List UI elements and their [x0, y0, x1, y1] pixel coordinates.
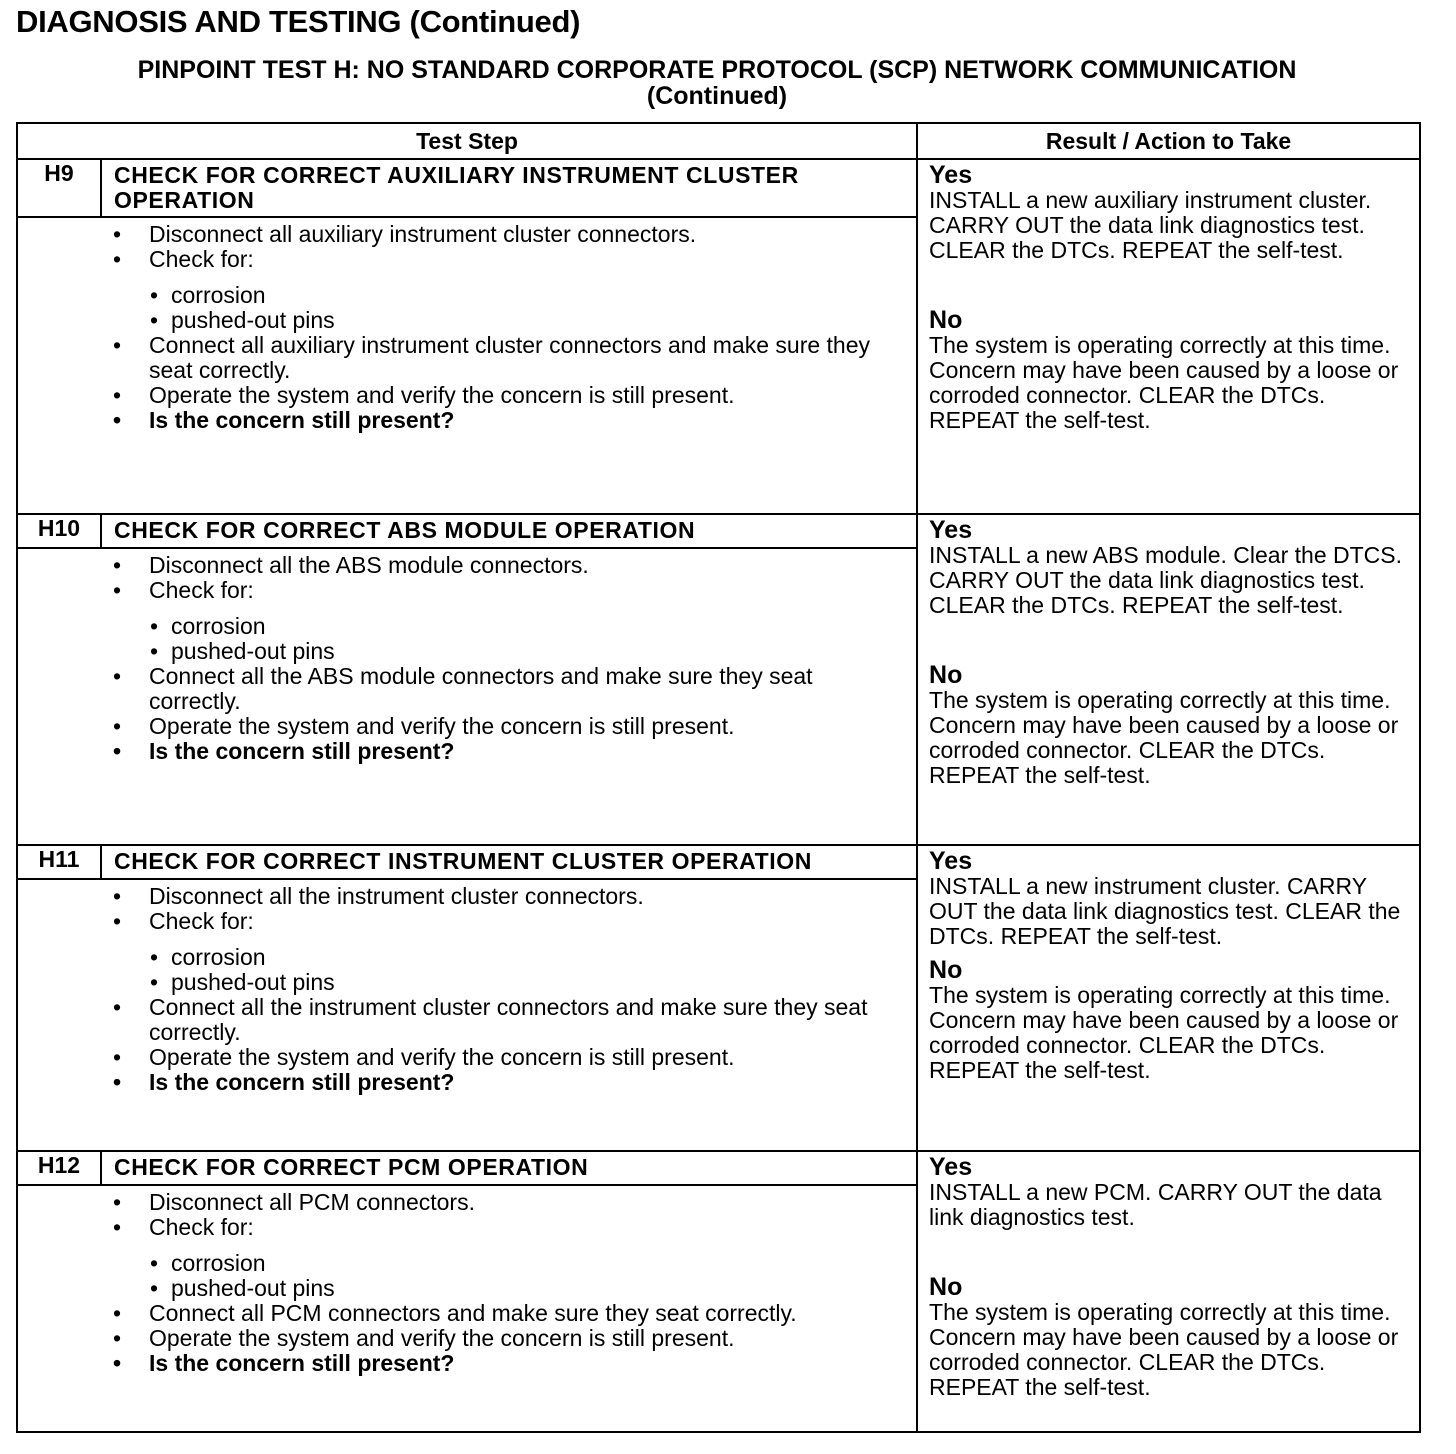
no-label: No: [929, 306, 963, 334]
yes-label: Yes: [929, 1153, 973, 1181]
pinpoint-test-title: [16, 57, 1418, 109]
table-header-row: [17, 123, 1420, 159]
list-item: • Check for:: [18, 247, 916, 272]
yes-label: Yes: [929, 847, 973, 875]
step-instructions-cell: [17, 1185, 917, 1432]
sub-list-item: • pushed-out pins: [18, 970, 916, 995]
list-item: • Operate the system and verify the concern is still present.: [18, 1326, 916, 1351]
list-item: • Disconnect all the ABS module connectors.: [18, 553, 916, 578]
step-title-row: [17, 159, 1420, 217]
sub-list-item: • pushed-out pins: [18, 639, 916, 664]
step-title-row: [17, 845, 1420, 879]
yes-action-text: INSTALL a new auxiliary instrument cluster. CARRY OUT the data link diagnostics test. CLEAR the DTCs. REPEAT the self-test.: [929, 187, 1372, 263]
list-item: • Connect all the ABS module connectors and make sure they seat correctly.: [18, 664, 916, 714]
page-title: DIAGNOSIS AND TESTING (Continued): [16, 4, 581, 39]
step-instructions-list: [18, 218, 916, 433]
sub-list-item: • corrosion: [18, 1251, 916, 1276]
list-item: • Is the concern still present?: [18, 739, 916, 764]
list-item: • Check for:: [18, 909, 916, 934]
sub-list-item: • corrosion: [18, 945, 916, 970]
sub-list-item: • pushed-out pins: [18, 308, 916, 333]
step-title: CHECK FOR CORRECT AUXILIARY INSTRUMENT CLUSTER OPERATION: [101, 159, 917, 217]
step-id: H9: [17, 159, 101, 217]
step-title: CHECK FOR CORRECT PCM OPERATION: [101, 1151, 917, 1185]
result-action-cell: [917, 1151, 1420, 1432]
no-label: No: [929, 661, 963, 689]
step-id: H10: [17, 514, 101, 548]
sub-list-item: • corrosion: [18, 614, 916, 639]
result-action-cell: [917, 845, 1420, 1151]
step-instructions-list: [18, 1186, 916, 1376]
step-title: CHECK FOR CORRECT INSTRUMENT CLUSTER OPERATION: [101, 845, 917, 879]
no-action-text: The system is operating correctly at this time. Concern may have been caused by a loose or corroded connector. CLEAR the DTCs. REPEAT the self-test.: [929, 982, 1399, 1083]
list-item: • Connect all PCM connectors and make sure they seat correctly.: [18, 1301, 916, 1326]
pinpoint-test-table: [16, 122, 1421, 1433]
list-item: • Operate the system and verify the concern is still present.: [18, 714, 916, 739]
yes-action-text: INSTALL a new instrument cluster. CARRY OUT the data link diagnostics test. CLEAR the DTCs. REPEAT the self-test.: [929, 873, 1401, 949]
list-item: • Operate the system and verify the concern is still present.: [18, 1045, 916, 1070]
sub-list-item: • corrosion: [18, 283, 916, 308]
header-result: Result / Action to Take: [917, 123, 1420, 159]
step-instructions-list: [18, 880, 916, 1095]
sub-list-item: • pushed-out pins: [18, 1276, 916, 1301]
no-action-text: The system is operating correctly at this time. Concern may have been caused by a loose or corroded connector. CLEAR the DTCs. REPEAT the self-test.: [929, 332, 1399, 433]
step-id: H11: [17, 845, 101, 879]
yes-action-text: INSTALL a new PCM. CARRY OUT the data link diagnostics test.: [929, 1179, 1382, 1230]
yes-action-text: INSTALL a new ABS module. Clear the DTCS. CARRY OUT the data link diagnostics test. CLEAR the DTCs. REPEAT the self-test.: [929, 542, 1402, 618]
no-action-text: The system is operating correctly at this time. Concern may have been caused by a loose or corroded connector. CLEAR the DTCs. REPEAT the self-test.: [929, 1299, 1399, 1400]
step-title-row: [17, 1151, 1420, 1185]
yes-label: Yes: [929, 516, 973, 544]
no-action-text: The system is operating correctly at this time. Concern may have been caused by a loose or corroded connector. CLEAR the DTCs. REPEAT the self-test.: [929, 687, 1399, 788]
list-item: • Disconnect all auxiliary instrument cluster connectors.: [18, 222, 916, 247]
result-action-cell: [917, 514, 1420, 845]
list-item: • Is the concern still present?: [18, 408, 916, 433]
list-item: • Check for:: [18, 578, 916, 603]
list-item: • Is the concern still present?: [18, 1351, 916, 1376]
list-item: • Connect all the instrument cluster connectors and make sure they seat correctly.: [18, 995, 916, 1045]
test-title-line-2: (Continued): [646, 82, 788, 110]
list-item: • Operate the system and verify the concern is still present.: [18, 383, 916, 408]
test-title-line-1: PINPOINT TEST H: NO STANDARD CORPORATE PROTOCOL (SCP) NETWORK COMMUNICATION: [137, 56, 1297, 84]
step-instructions-cell: [17, 217, 917, 514]
step-id: H12: [17, 1151, 101, 1185]
header-test-step: Test Step: [17, 123, 917, 159]
list-item: • Disconnect all PCM connectors.: [18, 1190, 916, 1215]
step-instructions-cell: [17, 879, 917, 1151]
list-item: • Is the concern still present?: [18, 1070, 916, 1095]
step-instructions-cell: [17, 548, 917, 845]
result-action-cell: [917, 159, 1420, 514]
list-item: • Disconnect all the instrument cluster connectors.: [18, 884, 916, 909]
no-label: No: [929, 956, 963, 984]
list-item: • Connect all auxiliary instrument cluster connectors and make sure they seat correctly.: [18, 333, 916, 383]
step-title-row: [17, 514, 1420, 548]
step-title: CHECK FOR CORRECT ABS MODULE OPERATION: [101, 514, 917, 548]
no-label: No: [929, 1273, 963, 1301]
yes-label: Yes: [929, 161, 973, 189]
list-item: • Check for:: [18, 1215, 916, 1240]
step-instructions-list: [18, 549, 916, 764]
